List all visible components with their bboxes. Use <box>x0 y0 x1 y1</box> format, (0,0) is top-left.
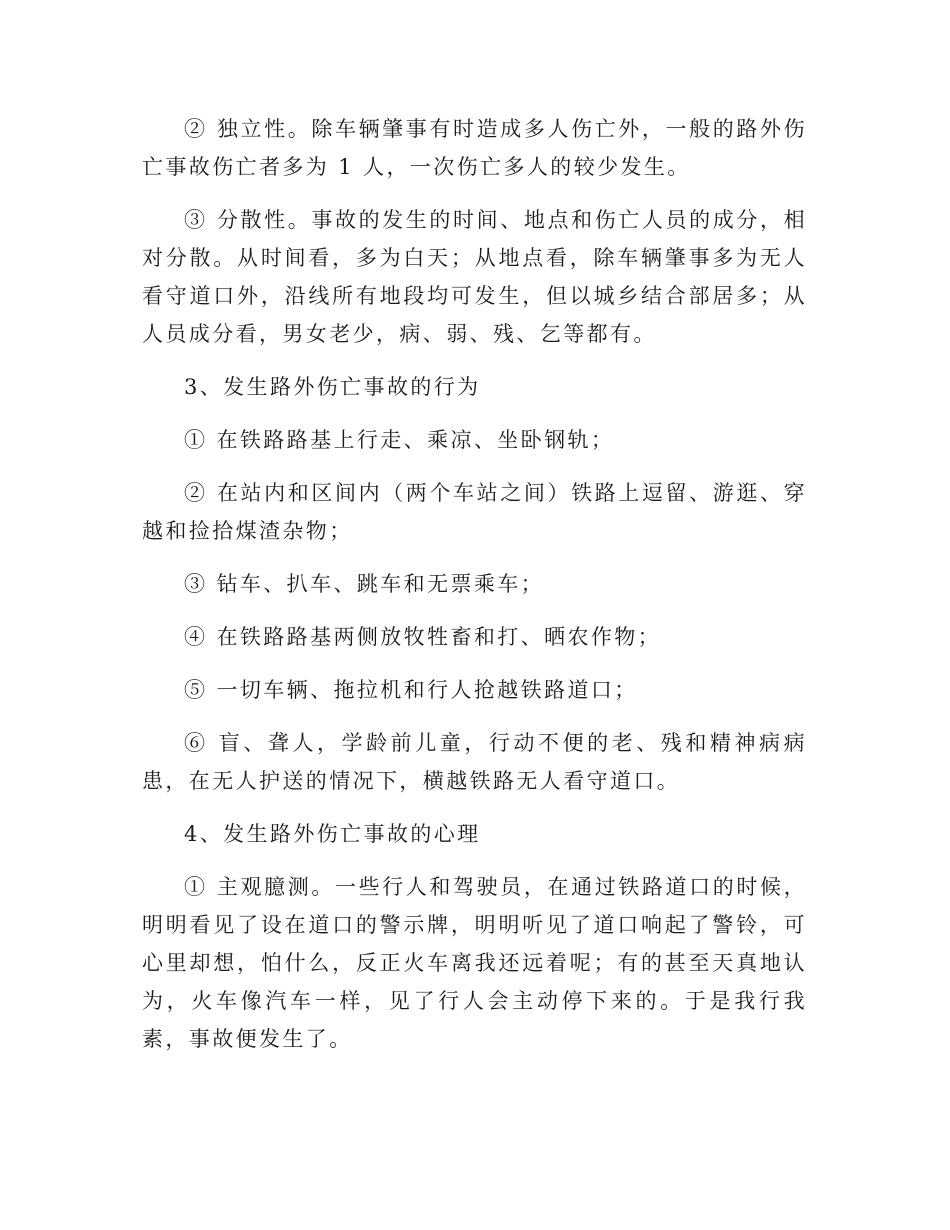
list-item-behavior-2: ② 在站内和区间内（两个车站之间）铁路上逗留、游逛、穿越和捡拾煤渣杂物； <box>142 481 807 543</box>
paragraph-subjective-assumption: ① 主观臆测。一些行人和驾驶员，在通过铁路道口的时候，明明看见了设在道口的警示牌，明明听见了道口响起了警铃，可心里却想，怕什么，反正火车离我还远着呢；有的甚至天真地认为，火车像汽车一样，见了行人会主动停下来的。于是我行我素，事故便发生了。 <box>142 875 807 1051</box>
list-item-behavior-3: ③ 钻车、扒车、跳车和无票乘车； <box>184 572 545 596</box>
list-item-behavior-5: ⑤ 一切车辆、拖拉机和行人抢越铁路道口； <box>184 678 638 702</box>
paragraph-independence: ② 独立性。除车辆肇事有时造成多人伤亡外，一般的路外伤亡事故伤亡者多为 1 人，一次伤亡多人的较少发生。 <box>142 117 807 179</box>
list-item-behavior-4: ④ 在铁路路基两侧放牧牲畜和打、晒农作物； <box>184 625 662 649</box>
document-body <box>142 110 807 1073</box>
list-item-behavior-1: ① 在铁路路基上行走、乘凉、坐卧钢轨； <box>184 428 615 452</box>
section-heading-psychology: 4、发生路外伤亡事故的心理 <box>184 822 481 846</box>
list-item-behavior-6: ⑥ 盲、聋人，学龄前儿童，行动不便的老、残和精神病病患，在无人护送的情况下，横越铁路无人看守道口。 <box>142 731 807 793</box>
section-heading-behaviors: 3、发生路外伤亡事故的行为 <box>184 375 481 399</box>
paragraph-dispersion: ③ 分散性。事故的发生的时间、地点和伤亡人员的成分，相对分散。从时间看，多为白天；从地点看，除车辆肇事多为无人看守道口外，沿线所有地段均可发生，但以城乡结合部居多；从人员成分看，男女老少，病、弱、残、乞等都有。 <box>142 208 807 346</box>
